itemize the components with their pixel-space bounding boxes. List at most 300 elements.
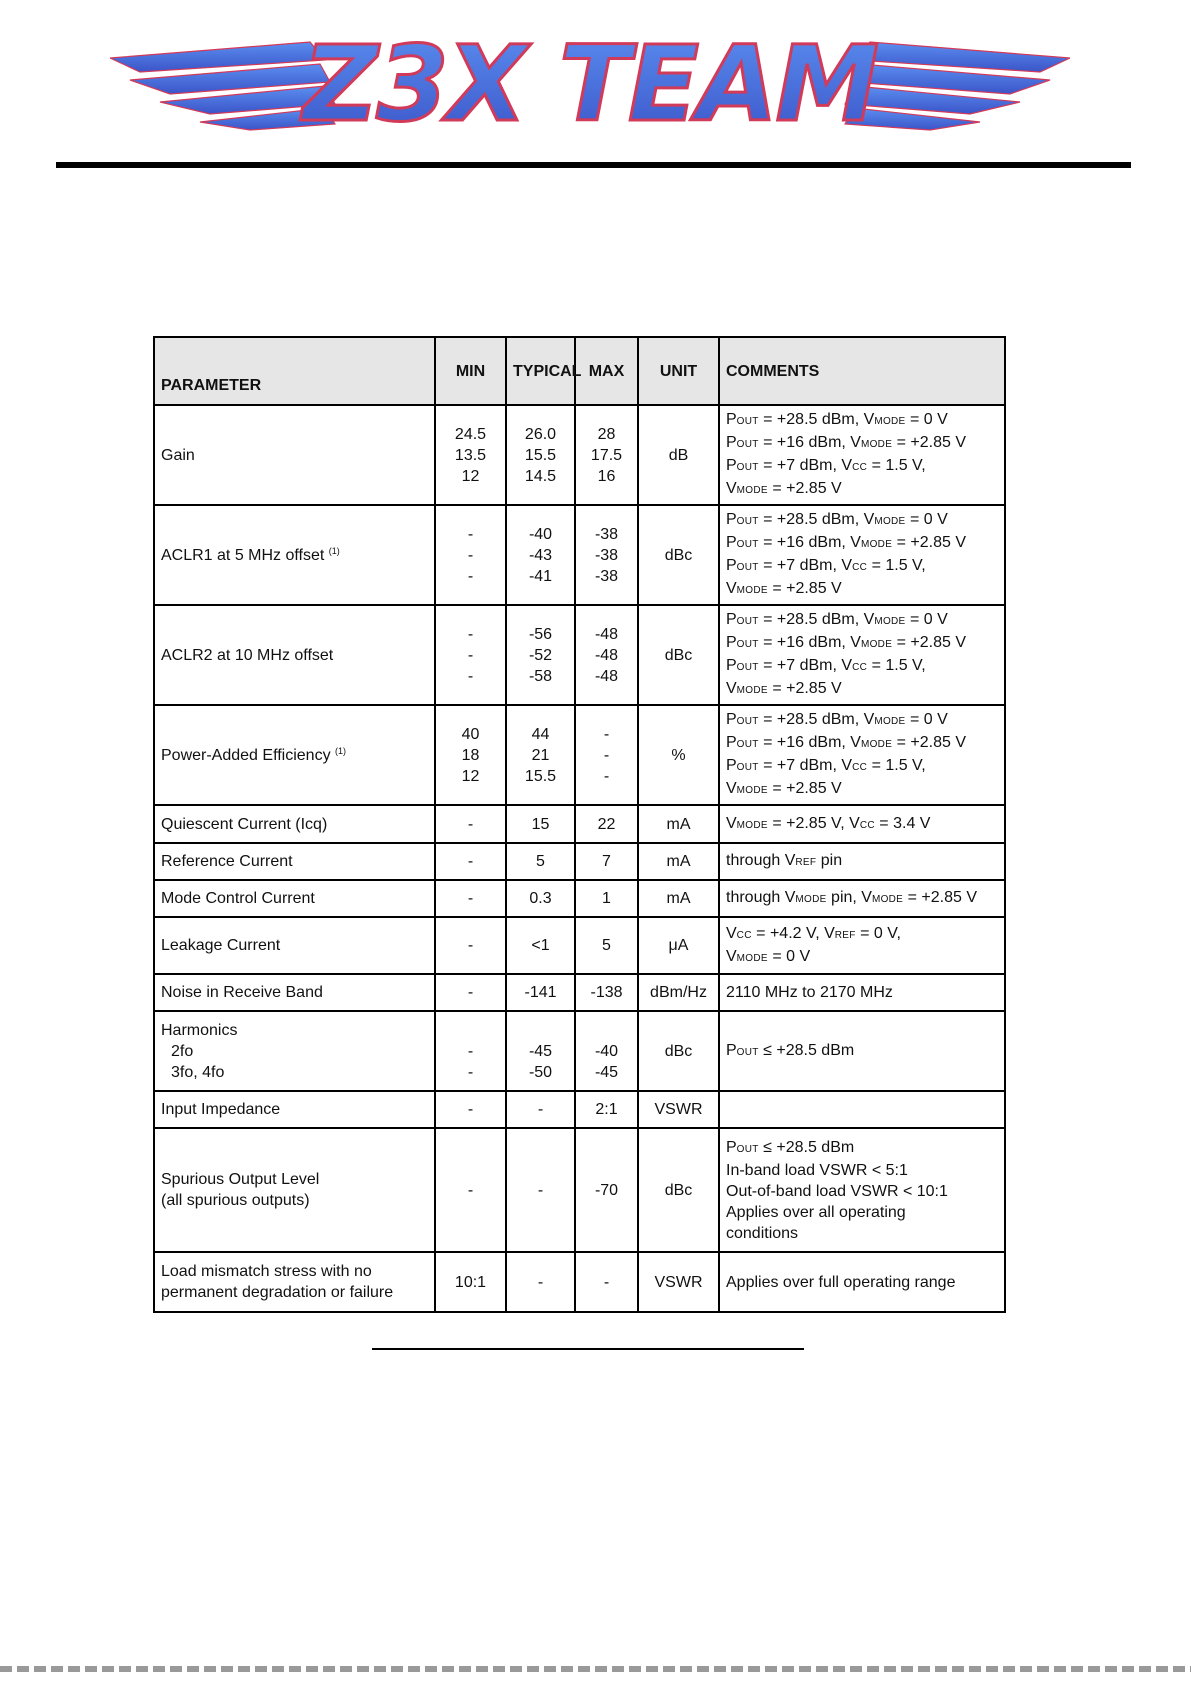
header-parameter: PARAMETER <box>154 337 435 405</box>
comment-text: V <box>726 680 737 697</box>
comment-text: = +7 dBm, <box>758 557 842 574</box>
min-value: - <box>467 853 474 870</box>
comment-line <box>726 678 998 701</box>
parameter-label: Harmonics <box>161 1021 238 1039</box>
typ-value: 15 <box>531 815 550 833</box>
typ-value: -43 <box>528 546 553 564</box>
comment-text: = +2.85 V <box>767 780 842 797</box>
parameter-cell <box>154 505 435 605</box>
comment-text: P <box>726 457 737 474</box>
comment-subscript: MODE <box>874 616 906 627</box>
comment-subscript: OUT <box>736 516 759 527</box>
comments-cell <box>719 1128 1005 1252</box>
comment-subscript: MODE <box>736 952 768 964</box>
typ-value: -50 <box>528 1063 553 1081</box>
max-cell <box>575 917 638 974</box>
comment-text: = +16 dBm, <box>758 734 851 751</box>
typ-value: -141 <box>524 984 557 1001</box>
comment-subscript: MODE <box>860 639 893 650</box>
footnote-ref: (1) <box>335 745 347 756</box>
comment-text: = +7 dBm, <box>758 657 842 674</box>
parameter-cell <box>154 974 435 1011</box>
header-comments: COMMENTS <box>719 337 1005 405</box>
typ-value: -41 <box>528 567 553 585</box>
max-cell <box>575 805 638 843</box>
comment-line <box>726 1223 998 1244</box>
comment-subscript: MODE <box>736 819 768 831</box>
typ-cell <box>506 974 575 1011</box>
min-value: - <box>467 625 474 643</box>
min-value: - <box>467 567 474 585</box>
max-value: -48 <box>594 625 619 643</box>
parameter-label: Noise in Receive Band <box>161 984 323 1001</box>
comment-subscript: CC <box>852 662 868 673</box>
comment-line <box>726 778 998 801</box>
comment-text: pin <box>816 852 843 869</box>
comment-text: P <box>726 557 737 574</box>
comment-subscript: OUT <box>736 416 759 427</box>
comments-cell <box>719 705 1005 805</box>
comment-text: = +16 dBm, <box>758 634 851 651</box>
unit-cell: dB <box>638 405 719 505</box>
comment-text: V <box>726 780 737 797</box>
comment-text: = 0 V <box>905 711 948 728</box>
table-row <box>154 917 1005 974</box>
max-value: -38 <box>594 546 619 564</box>
parameter-label: Spurious Output Level <box>161 1171 320 1188</box>
comment-text: P <box>726 734 737 751</box>
typ-value: - <box>537 1101 544 1118</box>
parameter-cell <box>154 405 435 505</box>
comment-text: V <box>863 511 875 528</box>
comment-text: = +16 dBm, <box>758 434 851 451</box>
comment-text: = 3.4 V <box>874 814 931 832</box>
comment-line <box>726 755 998 778</box>
typ-value: 0.3 <box>529 890 552 907</box>
comment-line <box>726 1160 998 1181</box>
table-row <box>154 880 1005 917</box>
comment-line <box>726 850 998 873</box>
comment-text: In-band load VSWR < 5:1 <box>726 1161 908 1179</box>
typ-value: 26.0 <box>524 425 557 443</box>
comment-line <box>726 982 998 1003</box>
comment-line <box>726 946 998 969</box>
table-row <box>154 505 1005 605</box>
comment-text: P <box>726 757 737 774</box>
typ-value: -45 <box>528 1042 553 1060</box>
comment-subscript: CC <box>852 562 868 573</box>
max-cell <box>575 880 638 917</box>
comment-subscript: OUT <box>736 1143 759 1155</box>
parameter-label: Mode Control Current <box>161 890 315 907</box>
comment-text: Applies over all operating <box>726 1203 906 1221</box>
header-unit: UNIT <box>638 337 719 405</box>
unit-cell: dBm/Hz <box>638 974 719 1011</box>
comment-text: V <box>850 534 861 551</box>
comments-cell <box>719 843 1005 880</box>
comment-text: P <box>726 657 737 674</box>
comment-text: = 0 V <box>905 511 948 528</box>
comment-line <box>726 432 998 455</box>
comments-cell <box>719 605 1005 705</box>
table-row <box>154 1252 1005 1312</box>
unit-cell: mA <box>638 880 719 917</box>
comment-line <box>726 1272 998 1293</box>
comment-text: P <box>726 411 737 428</box>
min-value: - <box>467 890 474 907</box>
typ-value: -58 <box>528 667 553 685</box>
max-value: 1 <box>602 890 611 907</box>
comment-text: = +7 dBm, <box>758 757 842 774</box>
max-value: 28 <box>597 425 616 443</box>
min-value: 24.5 <box>454 425 487 443</box>
table-row <box>154 605 1005 705</box>
comment-subscript: MODE <box>795 894 827 905</box>
parameter-label: Gain <box>161 446 195 464</box>
min-value: - <box>467 937 474 954</box>
comment-text: pin, <box>826 889 862 906</box>
max-value: -38 <box>594 525 619 543</box>
parameter-cell <box>154 843 435 880</box>
comment-line <box>726 532 998 555</box>
comment-text: V <box>863 611 875 628</box>
typ-cell <box>506 880 575 917</box>
min-value: 10:1 <box>454 1273 487 1291</box>
max-cell <box>575 705 638 805</box>
comment-text: = +2.85 V <box>767 680 842 697</box>
left-wing-icon <box>110 42 335 130</box>
comment-subscript: MODE <box>874 416 906 427</box>
comment-line <box>726 632 998 655</box>
comment-subscript: MODE <box>860 739 893 750</box>
comment-line <box>726 609 998 632</box>
comment-text: V <box>850 734 861 751</box>
typ-cell <box>506 605 575 705</box>
min-value: - <box>467 546 474 564</box>
comment-subscript: REF <box>834 929 856 941</box>
comments-cell <box>719 1252 1005 1312</box>
comment-text: through V <box>726 889 796 906</box>
typ-value: 15.5 <box>524 446 557 464</box>
comment-subscript: MODE <box>736 685 768 696</box>
table-row <box>154 974 1005 1011</box>
typ-cell <box>506 1128 575 1252</box>
typ-value: - <box>537 1273 544 1291</box>
comment-text: P <box>726 511 737 528</box>
max-value: -45 <box>594 1063 619 1081</box>
min-cell <box>435 1091 506 1128</box>
comment-text: = +28.5 dBm, <box>758 711 864 728</box>
max-value: 16 <box>597 467 616 485</box>
max-cell <box>575 1252 638 1312</box>
typ-cell <box>506 843 575 880</box>
comment-text: V <box>726 947 737 965</box>
comment-text: V <box>863 711 875 728</box>
comment-text: = +7 dBm, <box>758 457 842 474</box>
parameter-cell <box>154 605 435 705</box>
max-value: - <box>603 1273 610 1291</box>
unit-cell: dBc <box>638 1128 719 1252</box>
max-cell <box>575 1011 638 1091</box>
comment-line <box>726 1137 998 1160</box>
parameter-label: Power-Added Efficiency $^{(1)}$ <box>161 745 347 764</box>
min-value: - <box>467 815 474 833</box>
typ-value: 14.5 <box>524 467 557 485</box>
parameter-label: Reference Current <box>161 853 293 870</box>
comment-subscript: CC <box>859 819 875 831</box>
comment-text: = 0 V <box>767 947 811 965</box>
comment-text: = 1.5 V, <box>867 557 926 574</box>
min-value: - <box>467 1042 474 1060</box>
comment-text: P <box>726 634 737 651</box>
comment-text: Applies over full operating range <box>726 1273 956 1291</box>
typ-value: <1 <box>531 937 550 954</box>
comment-text: P <box>726 1041 737 1059</box>
typ-value: 5 <box>536 853 545 870</box>
max-value: - <box>603 746 610 764</box>
max-value: - <box>603 725 610 743</box>
min-cell <box>435 805 506 843</box>
table-row <box>154 405 1005 505</box>
unit-cell: μA <box>638 917 719 974</box>
comment-text: = +2.85 V <box>892 734 967 751</box>
table-row <box>154 705 1005 805</box>
table-row <box>154 1128 1005 1252</box>
min-cell <box>435 1011 506 1091</box>
comment-text: P <box>726 534 737 551</box>
comment-text: = +2.85 V <box>892 634 967 651</box>
comment-subscript: REF <box>795 857 817 868</box>
comment-subscript: MODE <box>874 516 906 527</box>
comment-text: = +2.85 V <box>903 889 977 906</box>
min-value: 12 <box>461 767 480 785</box>
unit-cell: dBc <box>638 1011 719 1091</box>
min-value: - <box>467 646 474 664</box>
min-cell <box>435 974 506 1011</box>
min-cell <box>435 505 506 605</box>
typ-value: 21 <box>531 746 550 764</box>
comment-text: through V <box>726 852 796 869</box>
unit-cell: dBc <box>638 505 719 605</box>
comment-subscript: CC <box>736 929 752 941</box>
comment-line <box>726 455 998 478</box>
typ-cell <box>506 705 575 805</box>
comment-subscript: OUT <box>736 639 759 650</box>
comment-subscript: CC <box>852 762 868 773</box>
min-cell <box>435 1252 506 1312</box>
min-value: 40 <box>461 725 480 743</box>
parameter-cell <box>154 880 435 917</box>
comment-subscript: MODE <box>860 539 893 550</box>
comments-cell <box>719 1011 1005 1091</box>
min-value: - <box>467 1181 474 1199</box>
max-value: -48 <box>594 646 619 664</box>
comment-text: P <box>726 434 737 451</box>
min-cell <box>435 880 506 917</box>
comment-text: V <box>726 814 737 832</box>
comment-text: P <box>726 611 737 628</box>
header-max: MAX <box>575 337 638 405</box>
footer-rule <box>372 1348 804 1350</box>
typ-cell <box>506 805 575 843</box>
comment-text: = +2.85 V <box>892 434 967 451</box>
comments-cell <box>719 1091 1005 1128</box>
comment-line <box>726 509 998 532</box>
comment-subscript: MODE <box>871 894 904 905</box>
header-min: MIN <box>435 337 506 405</box>
comment-text: V <box>863 411 875 428</box>
comment-subscript: MODE <box>736 485 768 496</box>
parameter-label: Load mismatch stress with no <box>161 1263 372 1280</box>
min-value: 12 <box>461 467 480 485</box>
comments-cell <box>719 405 1005 505</box>
comment-line <box>726 478 998 501</box>
parameter-label: Quiescent Current (Icq) <box>161 815 328 833</box>
typ-value: - <box>537 1181 544 1199</box>
comment-text: V <box>841 757 853 774</box>
comment-line <box>726 1202 998 1223</box>
comment-text: = +28.5 dBm, <box>758 611 864 628</box>
comment-line <box>726 578 998 601</box>
comment-subscript: OUT <box>736 1046 759 1058</box>
table-header-row <box>154 337 1005 405</box>
comment-text: = +2.85 V <box>767 580 842 597</box>
max-cell <box>575 843 638 880</box>
parameter-cell <box>154 705 435 805</box>
comment-line <box>726 709 998 732</box>
parameter-cell <box>154 1128 435 1252</box>
typ-cell <box>506 1091 575 1128</box>
typ-cell <box>506 505 575 605</box>
max-value: -48 <box>594 667 619 685</box>
min-value: - <box>467 1101 474 1118</box>
table-row <box>154 843 1005 880</box>
max-value: 5 <box>602 937 611 954</box>
min-value: 13.5 <box>454 446 487 464</box>
min-value: - <box>467 984 474 1001</box>
comment-text: = +2.85 V <box>892 534 967 551</box>
comment-subscript: OUT <box>736 616 759 627</box>
unit-cell: dBc <box>638 605 719 705</box>
max-value: 17.5 <box>590 446 623 464</box>
min-cell <box>435 843 506 880</box>
comment-text: = +2.85 V, <box>767 814 850 832</box>
comment-subscript: MODE <box>860 439 893 450</box>
parameter-label-continued: permanent degradation or failure <box>161 1284 394 1301</box>
comment-subscript: MODE <box>736 585 768 596</box>
typ-value: -56 <box>528 625 553 643</box>
parameter-cell <box>154 805 435 843</box>
parameter-label: ACLR2 at 10 MHz offset <box>161 646 334 664</box>
comment-text: = 1.5 V, <box>867 457 926 474</box>
table-row <box>154 1011 1005 1091</box>
z3x-team-logo <box>110 2 1070 158</box>
max-cell <box>575 1128 638 1252</box>
comment-text: = 1.5 V, <box>867 757 926 774</box>
header-typ: TYPICAL <box>506 337 575 405</box>
comment-text: V <box>850 434 861 451</box>
comment-line <box>726 887 998 910</box>
unit-cell: VSWR <box>638 1252 719 1312</box>
max-value: 2:1 <box>595 1101 618 1118</box>
comment-text: P <box>726 1138 737 1156</box>
typ-value: 44 <box>531 725 550 743</box>
typ-value: -52 <box>528 646 553 664</box>
comment-text: Out-of-band load VSWR < 10:1 <box>726 1182 948 1200</box>
footnote-ref: (1) <box>328 545 340 556</box>
max-cell <box>575 1091 638 1128</box>
comment-text: = 0 V <box>905 611 948 628</box>
min-cell <box>435 405 506 505</box>
min-value: - <box>467 667 474 685</box>
comment-text: = +28.5 dBm, <box>758 511 864 528</box>
comment-line <box>726 923 998 946</box>
comment-text: = +28.5 dBm, <box>758 411 864 428</box>
comment-subscript: OUT <box>736 762 759 773</box>
header-rule <box>56 162 1131 168</box>
logo-text: Z3X TEAM <box>302 23 878 145</box>
parameter-cell <box>154 1252 435 1312</box>
min-cell <box>435 605 506 705</box>
comment-text: = 1.5 V, <box>867 657 926 674</box>
parameter-cell <box>154 1011 435 1091</box>
typ-cell <box>506 917 575 974</box>
comment-subscript: OUT <box>736 716 759 727</box>
comment-text: ≤ +28.5 dBm <box>758 1138 855 1156</box>
unit-cell: mA <box>638 805 719 843</box>
typ-value: -40 <box>528 525 553 543</box>
parameter-cell <box>154 917 435 974</box>
comments-cell <box>719 805 1005 843</box>
comment-text: V <box>841 557 853 574</box>
comment-text: P <box>726 711 737 728</box>
comment-text: V <box>726 480 737 497</box>
comment-subscript: OUT <box>736 539 759 550</box>
typ-cell <box>506 1252 575 1312</box>
typ-cell <box>506 405 575 505</box>
comment-subscript: OUT <box>736 462 759 473</box>
comment-subscript: OUT <box>736 562 759 573</box>
min-value: - <box>467 1063 474 1081</box>
max-value: 22 <box>597 815 616 833</box>
comment-text: = +16 dBm, <box>758 534 851 551</box>
comment-text: V <box>841 657 853 674</box>
max-cell <box>575 974 638 1011</box>
parameter-label: Input Impedance <box>161 1101 281 1118</box>
sub-parameter-label: 3fo, 4fo <box>171 1063 225 1081</box>
comment-subscript: CC <box>852 462 868 473</box>
comment-line <box>726 813 998 836</box>
bottom-dashed-border <box>0 1666 1191 1672</box>
min-cell <box>435 1128 506 1252</box>
comments-cell <box>719 505 1005 605</box>
comment-text: V <box>841 457 853 474</box>
comments-cell <box>719 974 1005 1011</box>
comment-text: = +2.85 V <box>767 480 842 497</box>
unit-cell: VSWR <box>638 1091 719 1128</box>
min-value: - <box>467 525 474 543</box>
max-cell <box>575 405 638 505</box>
comment-text: V <box>850 634 861 651</box>
max-cell <box>575 505 638 605</box>
min-value: 18 <box>461 746 480 764</box>
comment-line <box>726 1040 998 1063</box>
max-value: -138 <box>590 984 623 1001</box>
comment-text: V <box>824 924 835 942</box>
comment-subscript: OUT <box>736 439 759 450</box>
parameter-label: ACLR1 at 5 MHz offset $^{(1)}$ <box>161 545 340 564</box>
sub-parameter-label: 2fo <box>171 1042 194 1060</box>
